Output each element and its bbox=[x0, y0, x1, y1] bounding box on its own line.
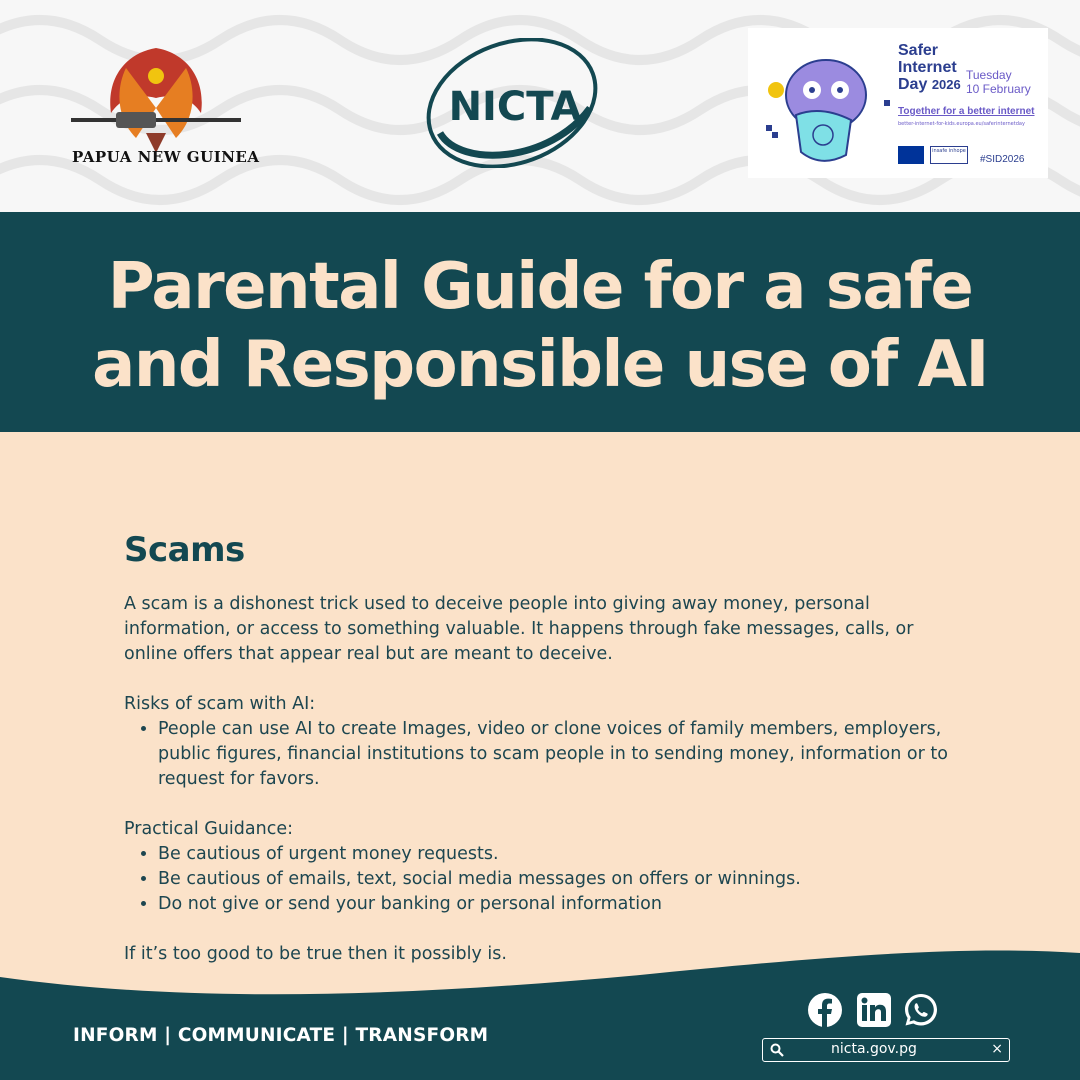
close-icon[interactable]: × bbox=[991, 1041, 1003, 1057]
linkedin-icon[interactable] bbox=[856, 992, 892, 1028]
sid-tagline: Together for a better internet bbox=[898, 106, 1035, 117]
list-item: • Be cautious of urgent money requests. bbox=[158, 842, 964, 867]
website-search-bar[interactable] bbox=[762, 1038, 1010, 1062]
guidance-label: Practical Guidance: bbox=[124, 819, 294, 839]
sid-date: Tuesday 10 February bbox=[966, 68, 1031, 96]
nicta-logo bbox=[420, 38, 605, 168]
risks-label: Risks of scam with AI: bbox=[124, 694, 316, 714]
closing-line: If it’s too good to be true then it possibly is. bbox=[124, 944, 507, 964]
page-title: Parental Guide for a safe and Responsible use of AI bbox=[92, 250, 988, 402]
guidance-list bbox=[124, 842, 964, 917]
list-item: • People can use AI to create Images, video or clone voices of family members, employers, public figures, financial institutions to scam people in to sending money, information or to request for favors. bbox=[158, 717, 964, 792]
section-heading: Scams bbox=[124, 530, 245, 570]
header bbox=[0, 0, 1080, 212]
title-banner bbox=[0, 212, 1080, 432]
mascot-icon bbox=[756, 40, 896, 170]
search-icon bbox=[770, 1043, 784, 1057]
png-label: PAPUA NEW GUINEA bbox=[72, 148, 260, 166]
insafe-logo: insafe inhope bbox=[930, 146, 968, 164]
list-item: • Do not give or send your banking or personal information bbox=[158, 892, 964, 917]
website-url: nicta.gov.pg bbox=[831, 1041, 917, 1057]
sid-hashtag: #SID2026 bbox=[980, 154, 1025, 165]
footer-slogan: INFORM | COMMUNICATE | TRANSFORM bbox=[73, 1025, 489, 1046]
sid-title: Safer Internet Day 2026 bbox=[898, 42, 961, 93]
list-item: • Be cautious of emails, text, social media messages on offers or winnings. bbox=[158, 867, 964, 892]
intro-paragraph: A scam is a dishonest trick used to deceive people into giving away money, personal information, or access to something valuable. It happens through fake messages, calls, or online offers that appear real but are meant to deceive. bbox=[124, 594, 914, 664]
nicta-label: NICTA bbox=[448, 84, 582, 130]
eu-flag-icon bbox=[898, 146, 924, 164]
safer-internet-day-badge bbox=[748, 28, 1048, 178]
risks-list bbox=[124, 717, 964, 792]
article-body bbox=[124, 530, 964, 967]
facebook-icon[interactable] bbox=[807, 992, 843, 1028]
whatsapp-icon[interactable] bbox=[903, 992, 939, 1028]
sid-url: better-internet-for-kids.europa.eu/saferinternetday bbox=[898, 121, 1025, 127]
